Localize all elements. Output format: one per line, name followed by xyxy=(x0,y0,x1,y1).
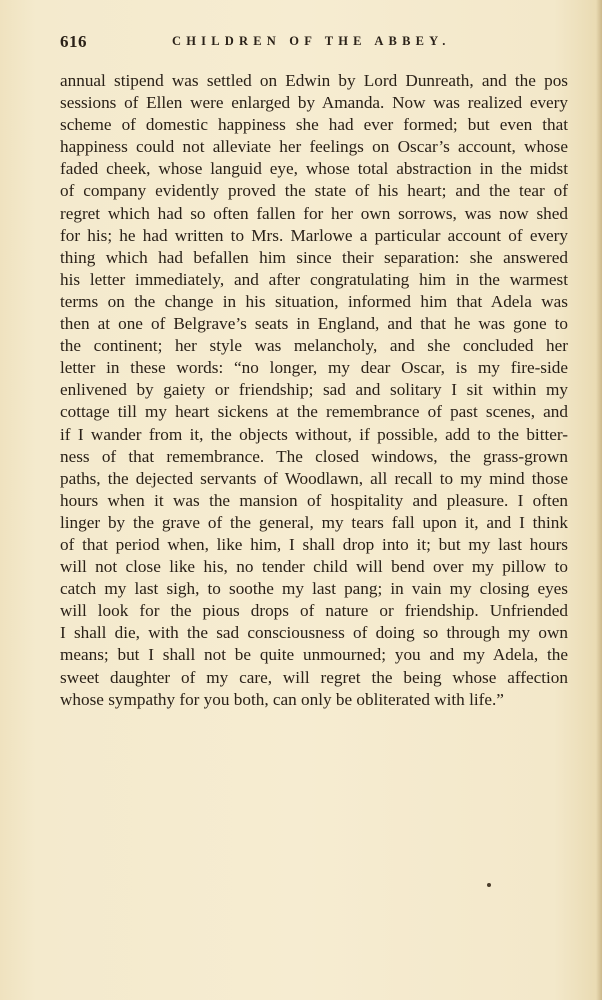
text-line: then at one of Belgrave’s seats in England, and that he was gone to xyxy=(60,314,568,334)
text-line: linger by the grave of the general, my tears fall upon it, and I think xyxy=(60,512,568,532)
text-line: will look for the pious drops of nature or friendship. Unfriended xyxy=(60,601,568,621)
text-line: hours when it was the mansion of hospitality and pleasure. I often xyxy=(60,490,568,510)
text-line: scheme of domestic happiness she had ever formed; but even that xyxy=(60,115,568,135)
text-line: the continent; her style was melancholy, and she concluded her xyxy=(60,336,568,356)
running-title: CHILDREN OF THE ABBEY. xyxy=(172,34,451,48)
text-line: I shall die, with the sad consciousness of doing so through my own xyxy=(60,623,568,643)
page-edge-shadow xyxy=(596,0,602,1000)
ink-speck xyxy=(487,883,491,887)
text-line: whose sympathy for you both, can only be obliterated with life.” xyxy=(60,689,504,709)
page-header xyxy=(60,32,580,56)
text-line: cottage till my heart sickens at the remembrance of past scenes, and xyxy=(60,402,568,422)
text-line: of that period when, like him, I shall drop into it; but my last hours xyxy=(60,534,568,554)
text-line: terms on the change in his situation, informed him that Adela was xyxy=(60,291,568,311)
text-line: sessions of Ellen were enlarged by Amanda. Now was realized every xyxy=(60,93,568,113)
text-line: if I wander from it, the objects without, if possible, add to the bitter- xyxy=(60,424,568,444)
text-line: sweet daughter of my care, will regret the being whose affection xyxy=(60,667,568,687)
text-line: catch my last sigh, to soothe my last pang; in vain my closing eyes xyxy=(60,579,568,599)
text-line: regret which had so often fallen for her own sorrows, was now shed xyxy=(60,203,568,223)
text-line: ness of that remembrance. The closed windows, the grass-grown xyxy=(60,446,568,466)
text-line: letter in these words: “no longer, my dear Oscar, is my fire-side xyxy=(60,358,568,378)
text-line: annual stipend was settled on Edwin by Lord Dunreath, and the pos xyxy=(60,71,568,90)
text-line: happiness could not alleviate her feelings on Oscar’s account, whose xyxy=(60,137,568,157)
body-text xyxy=(60,70,568,711)
text-line: enlivened by gaiety or friendship; sad and solitary I sit within my xyxy=(60,380,568,400)
text-line: faded cheek, whose languid eye, whose total abstraction in the midst xyxy=(60,159,568,179)
text-line: for his; he had written to Mrs. Marlowe a particular account of every xyxy=(60,225,568,245)
text-line: of company evidently proved the state of his heart; and the tear of xyxy=(60,181,568,201)
text-line: will not close like his, no tender child will bend over my pillow to xyxy=(60,557,568,577)
text-line: his letter immediately, and after congratulating him in the warmest xyxy=(60,269,568,289)
text-line: means; but I shall not be quite unmourned; you and my Adela, the xyxy=(60,645,568,665)
page-number: 616 xyxy=(60,32,87,51)
text-line: thing which had befallen him since their separation: she answered xyxy=(60,247,568,267)
text-line: paths, the dejected servants of Woodlawn, all recall to my mind those xyxy=(60,468,568,488)
